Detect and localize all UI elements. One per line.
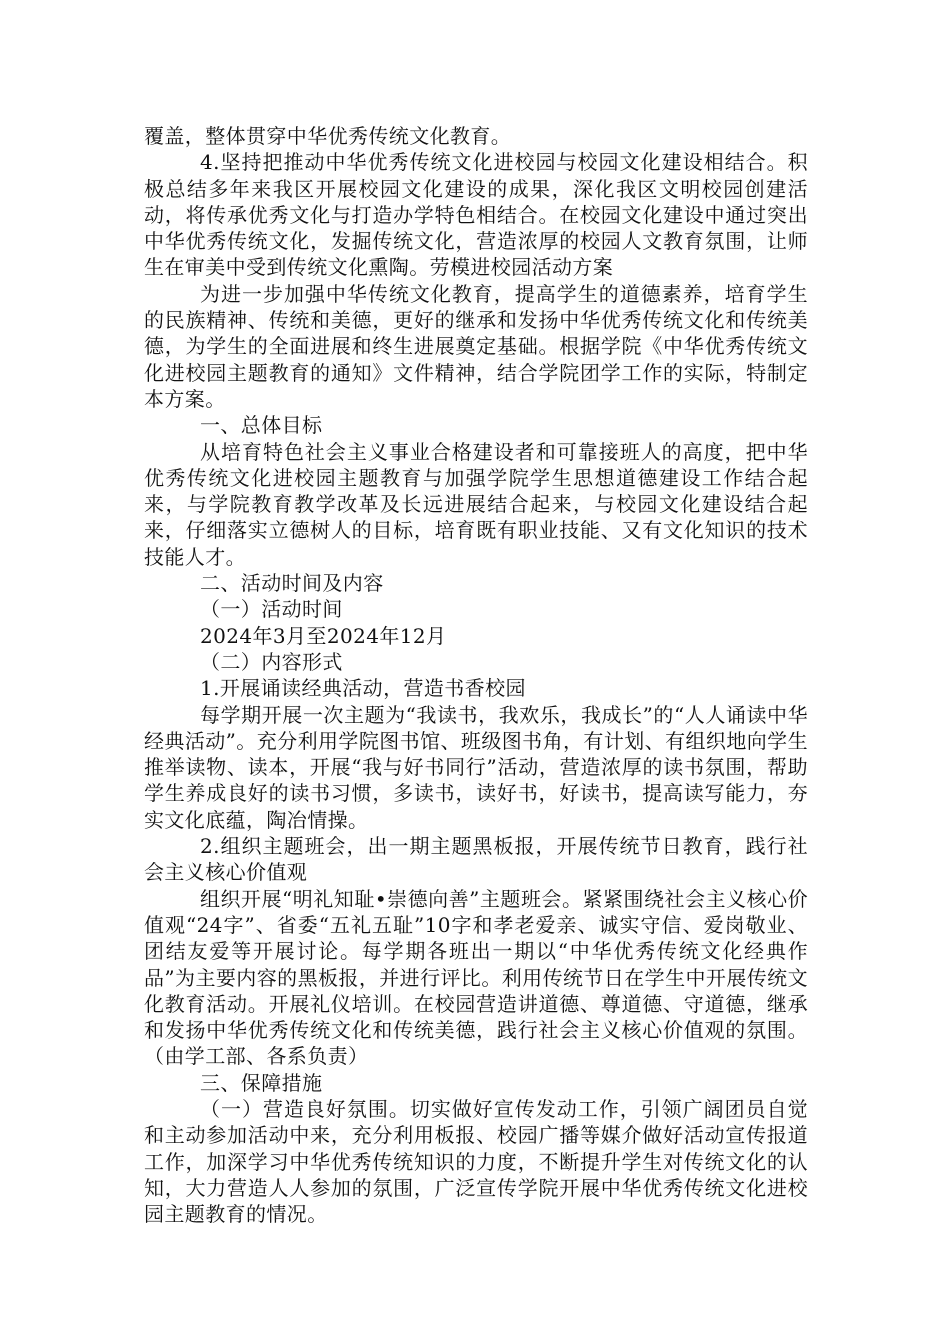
paragraph: （一）营造良好氛围。切实做好宣传发动工作，引领广阔团员自觉和主动参加活动中来，充分利用板报、校园广播等媒介做好活动宣传报道工作，加深学习中华优秀传统知识的力度，不断提升学生对传统文化的认知，大力营造人人参加的氛围，广泛宣传学院开展中华优秀传统文化进校园主题教育的情况。 [144,1096,808,1227]
paragraph: 从培育特色社会主义事业合格建设者和可靠接班人的高度，把中华优秀传统文化进校园主题教育与加强学院学生思想道德建设工作结合起来，与学院教育教学改革及长远进展结合起来，与校园文化建设结合起来，仔细落实立德树人的目标，培育既有职业技能、又有文化知识的技术技能人才。 [144,439,808,569]
paragraph: 2024年3月至2024年12月 [200,623,447,648]
subsection-heading: （一）活动时间 [200,597,343,622]
item-heading: 2.组织主题班会，出一期主题黑板报，开展传统节日教育，践行社会主义核心价值观 [144,834,808,885]
item-heading: 1.开展诵读经典活动，营造书香校园 [200,676,526,701]
subsection-heading: （二）内容形式 [200,649,343,674]
paragraph: 覆盖，整体贯穿中华优秀传统文化教育。 [144,124,512,148]
paragraph: 组织开展“明礼知耻•崇德向善”主题班会。紧紧围绕社会主义核心价值观“24字”、省委“五礼五耻”10字和孝老爱亲、诚实守信、爱岗敬业、团结友爱等开展讨论。每学期各班出一期以“中华优秀传统文化经典作品”为主要内容的黑板报，并进行评比。利用传统节日在学生中开展传统文化教育活动。开展礼仪培训。在校园营造讲道德、尊道德、守道德，继承和发扬中华优秀传统文化和传统美德，践行社会主义核心价值观的氛围。（由学工部、各系负责） [144,886,808,1069]
paragraph: 4.坚持把推动中华优秀传统文化进校园与校园文化建设相结合。积极总结多年来我区开展校园文化建设的成果，深化我区文明校园创建活动，将传承优秀文化与打造办学特色相结合。在校园文化建设中通过突出中华优秀传统文化，发掘传统文化，营造浓厚的校园人文教育氛围，让师生在审美中受到传统文化熏陶。劳模进校园活动方案 [144,150,808,280]
section-heading: 一、总体目标 [200,413,323,438]
paragraph: 为进一步加强中华传统文化教育，提高学生的道德素养，培育学生的民族精神、传统和美德，更好的继承和发扬中华优秀传统文化和传统美德，为学生的全面进展和终生进展奠定基础。根据学院《中华优秀传统文化进校园主题教育的通知》文件精神，结合学院团学工作的实际，特制定本方案。 [144,281,808,411]
section-heading: 二、活动时间及内容 [200,571,384,596]
document-body [144,123,808,1227]
section-heading: 三、保障措施 [200,1070,323,1095]
paragraph: 每学期开展一次主题为“我读书，我欢乐，我成长”的“人人诵读中华经典活动”。充分利用学院图书馆、班级图书角，有计划、有组织地向学生推举读物、读本，开展“我与好书同行”活动，营造浓厚的读书氛围，帮助学生养成良好的读书习惯，多读书，读好书，好读书，提高读写能力，夯实文化底蕴，陶冶情操。 [144,702,808,832]
